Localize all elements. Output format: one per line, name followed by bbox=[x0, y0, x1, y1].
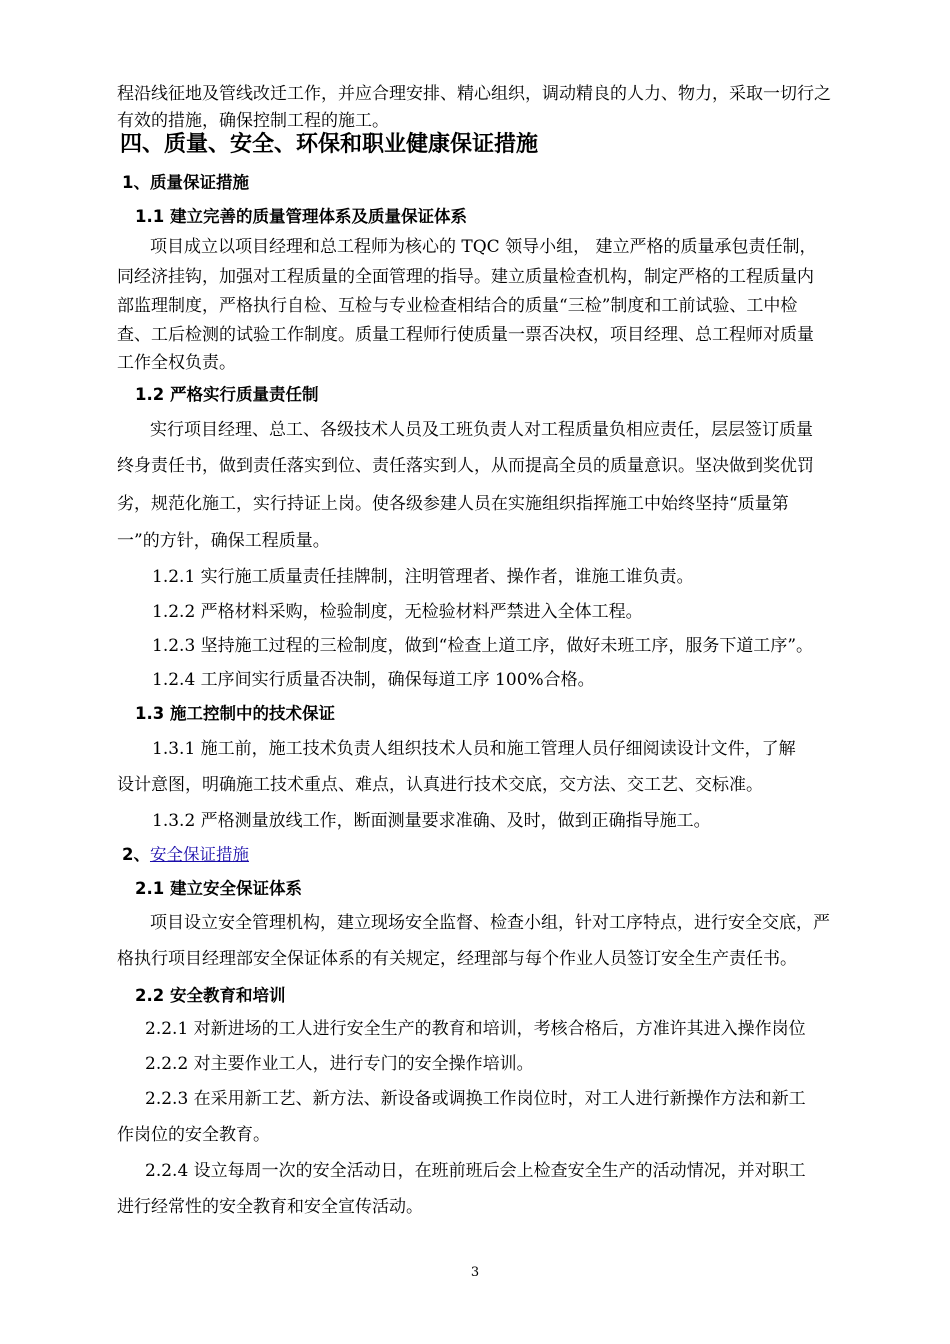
clause-heading: 2.2 安全教育和培训 bbox=[135, 986, 286, 1005]
body-text-line: 部监理制度，严格执行自检、互检与专业检查相结合的质量“三检”制度和工前试验、工中检 bbox=[117, 296, 798, 316]
heading-prefix: 2、 bbox=[122, 845, 150, 864]
body-text-line: 实行项目经理、总工、各级技术人员及工班负责人对工程质量负相应责任，层层签订质量 bbox=[150, 420, 813, 440]
list-item: 2.2.3 在采用新工艺、新方法、新设备或调换工作岗位时，对工人进行新操作方法和新工 bbox=[145, 1089, 806, 1109]
clause-heading: 1.2 严格实行质量责任制 bbox=[135, 385, 319, 404]
body-text-line: 格执行项目经理部安全保证体系的有关规定，经理部与每个作业人员签订安全生产责任书。 bbox=[117, 949, 797, 969]
body-text-line: 查、工后检测的试验工作制度。质量工程师行使质量一票否决权，项目经理、总工程师对质量 bbox=[117, 325, 814, 345]
body-text-line: 项目成立以项目经理和总工程师为核心的 TQC 领导小组， 建立严格的质量承包责任制， bbox=[150, 237, 817, 257]
body-text-line: 项目设立安全管理机构，建立现场安全监督、检查小组，针对工序特点，进行安全交底，严 bbox=[150, 913, 830, 933]
list-item: 1.3.1 施工前，施工技术负责人组织技术人员和施工管理人员仔细阅读设计文件，了解 bbox=[152, 739, 796, 759]
list-item: 1.2.2 严格材料采购，检验制度，无检验材料严禁进入全体工程。 bbox=[152, 602, 643, 622]
body-text-line: 设计意图，明确施工技术重点、难点，认真进行技术交底，交方法、交工艺、交标准。 bbox=[117, 775, 763, 795]
list-item: 1.2.3 坚持施工过程的三检制度，做到“检查上道工序，做好未班工序，服务下道工序”。 bbox=[152, 636, 814, 656]
body-text-line: 同经济挂钩，加强对工程质量的全面管理的指导。建立质量检查机构，制定严格的工程质量内 bbox=[117, 267, 814, 287]
list-item: 1.3.2 严格测量放线工作，断面测量要求准确、及时，做到正确指导施工。 bbox=[152, 811, 711, 831]
page-number: 3 bbox=[470, 1265, 480, 1280]
list-item: 1.2.4 工序间实行质量否决制，确保每道工序 100%合格。 bbox=[152, 670, 595, 690]
safety-measures-link[interactable]: 安全保证措施 bbox=[149, 845, 249, 864]
clause-heading: 1.3 施工控制中的技术保证 bbox=[135, 704, 335, 723]
list-item: 2.2.1 对新进场的工人进行安全生产的教育和培训，考核合格后，方准许其进入操作岗位 bbox=[145, 1019, 806, 1039]
body-text-line: 作岗位的安全教育。 bbox=[117, 1125, 270, 1145]
clause-heading: 1.1 建立完善的质量管理体系及质量保证体系 bbox=[135, 207, 467, 226]
body-text-line: 劣，规范化施工，实行持证上岗。使各级参建人员在实施组织指挥施工中始终坚持“质量第 bbox=[117, 494, 789, 514]
list-item: 1.2.1 实行施工质量责任挂牌制，注明管理者、操作者，谁施工谁负责。 bbox=[152, 567, 694, 587]
list-item: 2.2.2 对主要作业工人，进行专门的安全操作培训。 bbox=[145, 1054, 534, 1074]
body-text-line: 程沿线征地及管线改迁工作，并应合理安排、精心组织，调动精良的人力、物力，采取一切行之 bbox=[117, 84, 831, 104]
body-text-line: 一”的方针，确保工程质量。 bbox=[117, 531, 330, 551]
clause-heading: 2.1 建立安全保证体系 bbox=[135, 879, 302, 898]
section-heading: 四、质量、安全、环保和职业健康保证措施 bbox=[120, 132, 539, 157]
body-text-line: 终身责任书，做到责任落实到位、责任落实到人，从而提高全员的质量意识。坚决做到奖优罚 bbox=[117, 456, 814, 476]
subsection-heading: 1、质量保证措施 bbox=[122, 173, 249, 192]
body-text-line: 工作全权负责。 bbox=[117, 353, 236, 373]
body-text-line: 进行经常性的安全教育和安全宣传活动。 bbox=[117, 1197, 423, 1217]
subsection-heading bbox=[122, 844, 249, 866]
body-text-line: 有效的措施，确保控制工程的施工。 bbox=[117, 111, 389, 131]
list-item: 2.2.4 设立每周一次的安全活动日，在班前班后会上检查安全生产的活动情况，并对职工 bbox=[145, 1161, 806, 1181]
